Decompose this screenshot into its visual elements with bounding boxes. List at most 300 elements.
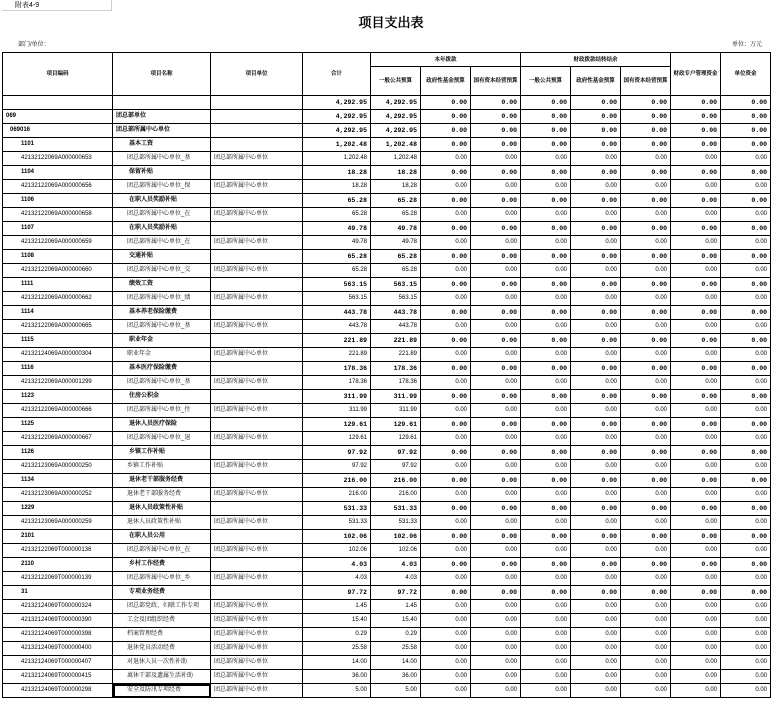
cell-value[interactable]: 0.00 bbox=[721, 138, 771, 152]
cell-code[interactable]: 1229 bbox=[3, 502, 113, 516]
cell-value[interactable]: 0.00 bbox=[571, 418, 621, 432]
header-group-current[interactable]: 本年拨款 bbox=[371, 53, 521, 67]
cell-value[interactable]: 0.00 bbox=[571, 138, 621, 152]
cell-value[interactable]: 0.00 bbox=[621, 418, 671, 432]
cell-value[interactable]: 4.03 bbox=[303, 558, 371, 572]
cell-code[interactable]: 42132122069A000000662 bbox=[3, 292, 113, 306]
cell-value[interactable]: 0.00 bbox=[721, 152, 771, 166]
table-row[interactable] bbox=[3, 264, 771, 278]
cell-value[interactable]: 0.00 bbox=[671, 460, 721, 474]
cell-value[interactable]: 0.00 bbox=[521, 572, 571, 586]
cell-code[interactable]: 1107 bbox=[3, 222, 113, 236]
cell-value[interactable]: 0.00 bbox=[721, 222, 771, 236]
cell-value[interactable]: 0.00 bbox=[571, 96, 621, 110]
cell-unit[interactable] bbox=[211, 194, 303, 208]
cell-value[interactable]: 14.00 bbox=[303, 656, 371, 670]
cell-value[interactable]: 0.00 bbox=[721, 642, 771, 656]
cell-value[interactable]: 97.92 bbox=[303, 446, 371, 460]
cell-value[interactable]: 1,202.48 bbox=[303, 152, 371, 166]
table-row[interactable] bbox=[3, 236, 771, 250]
cell-unit[interactable] bbox=[211, 558, 303, 572]
cell-value[interactable]: 0.00 bbox=[671, 614, 721, 628]
cell-value[interactable]: 0.00 bbox=[721, 670, 771, 684]
cell-value[interactable]: 0.00 bbox=[721, 628, 771, 642]
table-row[interactable] bbox=[3, 656, 771, 670]
cell-value[interactable]: 0.00 bbox=[521, 362, 571, 376]
cell-value[interactable]: 0.00 bbox=[421, 110, 471, 124]
cell-value[interactable]: 0.00 bbox=[571, 166, 621, 180]
cell-code[interactable]: 42132123069A000000252 bbox=[3, 488, 113, 502]
cell-value[interactable]: 49.78 bbox=[303, 222, 371, 236]
cell-value[interactable]: 0.00 bbox=[671, 684, 721, 698]
cell-name[interactable]: 团总部所属中心单位_退 bbox=[113, 432, 211, 446]
cell-code[interactable]: 42132124069T000000407 bbox=[3, 656, 113, 670]
cell-code[interactable]: 069 bbox=[3, 110, 113, 124]
cell-value[interactable]: 4,292.95 bbox=[371, 124, 421, 138]
cell-value[interactable]: 18.28 bbox=[371, 166, 421, 180]
cell-code[interactable]: 42132122069A000000658 bbox=[3, 208, 113, 222]
cell-value[interactable]: 0.00 bbox=[421, 236, 471, 250]
cell-value[interactable]: 0.00 bbox=[421, 642, 471, 656]
table-row[interactable] bbox=[3, 110, 771, 124]
cell-code[interactable]: 2101 bbox=[3, 530, 113, 544]
cell-code[interactable]: 42132122069A000000660 bbox=[3, 264, 113, 278]
cell-code[interactable]: 42132122069A000000665 bbox=[3, 320, 113, 334]
cell-value[interactable]: 0.00 bbox=[671, 376, 721, 390]
cell-value[interactable]: 0.00 bbox=[621, 600, 671, 614]
cell-unit[interactable] bbox=[211, 362, 303, 376]
cell-code[interactable]: 42132122069A000001299 bbox=[3, 376, 113, 390]
cell-unit[interactable]: 团总部所属中心单位 bbox=[211, 572, 303, 586]
cell-value[interactable]: 0.00 bbox=[571, 194, 621, 208]
cell-value[interactable]: 0.00 bbox=[471, 138, 521, 152]
cell-value[interactable]: 443.78 bbox=[303, 320, 371, 334]
cell-value[interactable]: 0.00 bbox=[471, 432, 521, 446]
cell-value[interactable]: 531.33 bbox=[303, 502, 371, 516]
cell-value[interactable]: 0.00 bbox=[721, 194, 771, 208]
table-row[interactable] bbox=[3, 222, 771, 236]
table-row[interactable] bbox=[3, 292, 771, 306]
cell-value[interactable]: 0.00 bbox=[721, 264, 771, 278]
cell-value[interactable]: 1.45 bbox=[371, 600, 421, 614]
cell-value[interactable]: 0.00 bbox=[471, 600, 521, 614]
cell-name[interactable]: 乡镇工作补贴 bbox=[113, 460, 211, 474]
cell-code[interactable]: 1114 bbox=[3, 306, 113, 320]
cell-value[interactable]: 49.78 bbox=[303, 236, 371, 250]
cell-value[interactable]: 0.00 bbox=[721, 460, 771, 474]
cell-value[interactable]: 97.92 bbox=[371, 446, 421, 460]
cell-name[interactable]: 在职人员奖励补贴 bbox=[113, 194, 211, 208]
cell-value[interactable]: 0.00 bbox=[521, 600, 571, 614]
cell-value[interactable]: 0.00 bbox=[571, 306, 621, 320]
cell-value[interactable]: 0.29 bbox=[371, 628, 421, 642]
cell-name[interactable]: 基本养老保险缴费 bbox=[113, 306, 211, 320]
cell-value[interactable]: 49.78 bbox=[371, 236, 421, 250]
cell-name[interactable]: 离休干部及遗属生活补助 bbox=[113, 670, 211, 684]
cell-value[interactable]: 0.00 bbox=[471, 320, 521, 334]
cell-value[interactable]: 0.00 bbox=[721, 362, 771, 376]
cell-value[interactable]: 0.00 bbox=[471, 208, 521, 222]
cell-name[interactable]: 退休党员活动经费 bbox=[113, 642, 211, 656]
cell-value[interactable]: 0.00 bbox=[671, 544, 721, 558]
cell-value[interactable]: 0.00 bbox=[471, 124, 521, 138]
cell-name[interactable]: 退休老干部服务经费 bbox=[113, 474, 211, 488]
cell-value[interactable]: 0.00 bbox=[671, 642, 721, 656]
cell-value[interactable]: 0.00 bbox=[571, 656, 621, 670]
cell-code[interactable]: 42132123069A000000250 bbox=[3, 460, 113, 474]
cell-value[interactable]: 0.00 bbox=[671, 446, 721, 460]
cell-value[interactable]: 102.06 bbox=[303, 544, 371, 558]
cell-value[interactable]: 443.78 bbox=[371, 306, 421, 320]
cell-name[interactable]: 在职人员公用 bbox=[113, 530, 211, 544]
cell-name[interactable]: 退休老干部服务经费 bbox=[113, 488, 211, 502]
cell-value[interactable]: 563.15 bbox=[371, 292, 421, 306]
cell-value[interactable]: 0.00 bbox=[721, 96, 771, 110]
cell-value[interactable]: 1.45 bbox=[303, 600, 371, 614]
cell-value[interactable]: 0.00 bbox=[421, 404, 471, 418]
table-row[interactable] bbox=[3, 516, 771, 530]
cell-value[interactable]: 0.00 bbox=[571, 404, 621, 418]
cell-value[interactable]: 0.00 bbox=[421, 684, 471, 698]
cell-value[interactable]: 5.00 bbox=[371, 684, 421, 698]
cell-value[interactable]: 563.15 bbox=[371, 278, 421, 292]
cell-unit[interactable]: 团总部所属中心单位 bbox=[211, 292, 303, 306]
cell-value[interactable]: 0.00 bbox=[621, 530, 671, 544]
cell-value[interactable]: 0.00 bbox=[571, 376, 621, 390]
cell-value[interactable]: 0.00 bbox=[621, 488, 671, 502]
cell-value[interactable]: 0.00 bbox=[521, 586, 571, 600]
cell-value[interactable]: 0.00 bbox=[671, 138, 721, 152]
cell-value[interactable]: 0.00 bbox=[621, 572, 671, 586]
cell-value[interactable]: 0.00 bbox=[671, 516, 721, 530]
cell-value[interactable]: 0.00 bbox=[571, 572, 621, 586]
cell-value[interactable]: 0.00 bbox=[521, 488, 571, 502]
cell-value[interactable]: 0.00 bbox=[421, 460, 471, 474]
cell-value[interactable]: 0.00 bbox=[421, 418, 471, 432]
cell-value[interactable]: 0.00 bbox=[571, 684, 621, 698]
cell-unit[interactable] bbox=[211, 390, 303, 404]
cell-code[interactable]: 1108 bbox=[3, 250, 113, 264]
cell-value[interactable]: 0.00 bbox=[721, 180, 771, 194]
cell-name[interactable]: 团总部所属中心单位_交 bbox=[113, 264, 211, 278]
table-row[interactable] bbox=[3, 460, 771, 474]
cell-value[interactable]: 0.00 bbox=[671, 656, 721, 670]
cell-value[interactable]: 0.00 bbox=[471, 516, 521, 530]
cell-value[interactable]: 18.28 bbox=[303, 166, 371, 180]
cell-value[interactable]: 0.00 bbox=[671, 348, 721, 362]
cell-value[interactable]: 0.00 bbox=[471, 530, 521, 544]
cell-value[interactable]: 65.28 bbox=[303, 264, 371, 278]
cell-value[interactable]: 0.00 bbox=[671, 152, 721, 166]
table-row[interactable] bbox=[3, 348, 771, 362]
cell-value[interactable]: 15.40 bbox=[371, 614, 421, 628]
cell-value[interactable]: 18.28 bbox=[371, 180, 421, 194]
cell-value[interactable]: 311.99 bbox=[303, 404, 371, 418]
cell-unit[interactable] bbox=[211, 278, 303, 292]
cell-value[interactable]: 0.00 bbox=[671, 628, 721, 642]
cell-value[interactable]: 0.00 bbox=[421, 278, 471, 292]
cell-value[interactable]: 0.00 bbox=[521, 446, 571, 460]
cell-value[interactable]: 0.00 bbox=[471, 670, 521, 684]
cell-value[interactable]: 0.00 bbox=[721, 348, 771, 362]
cell-value[interactable]: 0.00 bbox=[721, 278, 771, 292]
cell-value[interactable]: 0.00 bbox=[471, 656, 521, 670]
cell-code[interactable]: 42132122069T000000136 bbox=[3, 544, 113, 558]
cell-unit[interactable]: 团总部所属中心单位 bbox=[211, 152, 303, 166]
cell-name[interactable]: 住房公积金 bbox=[113, 390, 211, 404]
cell-value[interactable]: 0.00 bbox=[671, 390, 721, 404]
cell-value[interactable]: 311.99 bbox=[303, 390, 371, 404]
cell-value[interactable]: 0.00 bbox=[721, 418, 771, 432]
cell-value[interactable]: 0.00 bbox=[421, 180, 471, 194]
cell-value[interactable]: 0.00 bbox=[621, 544, 671, 558]
cell-name[interactable]: 基本工资 bbox=[113, 138, 211, 152]
cell-code[interactable]: 1116 bbox=[3, 362, 113, 376]
cell-value[interactable]: 0.00 bbox=[721, 250, 771, 264]
cell-value[interactable]: 0.00 bbox=[671, 474, 721, 488]
cell-value[interactable]: 0.00 bbox=[621, 474, 671, 488]
cell-value[interactable]: 65.28 bbox=[371, 208, 421, 222]
cell-name[interactable]: 对退休人员一次性补助 bbox=[113, 656, 211, 670]
cell-code[interactable] bbox=[3, 96, 113, 110]
cell-value[interactable]: 0.00 bbox=[521, 418, 571, 432]
cell-unit[interactable] bbox=[211, 334, 303, 348]
cell-value[interactable]: 0.00 bbox=[521, 614, 571, 628]
cell-value[interactable]: 0.00 bbox=[521, 628, 571, 642]
cell-value[interactable]: 4,292.95 bbox=[303, 124, 371, 138]
cell-value[interactable]: 0.00 bbox=[471, 166, 521, 180]
cell-value[interactable]: 0.00 bbox=[621, 208, 671, 222]
cell-value[interactable]: 0.00 bbox=[671, 278, 721, 292]
cell-value[interactable]: 0.00 bbox=[721, 684, 771, 698]
cell-value[interactable]: 0.00 bbox=[471, 474, 521, 488]
cell-value[interactable]: 531.33 bbox=[371, 502, 421, 516]
cell-value[interactable]: 0.00 bbox=[421, 250, 471, 264]
cell-name[interactable]: 团总部党政、妇联工作专项 bbox=[113, 600, 211, 614]
cell-value[interactable]: 0.00 bbox=[721, 572, 771, 586]
cell-value[interactable]: 0.00 bbox=[471, 390, 521, 404]
cell-value[interactable]: 0.00 bbox=[671, 530, 721, 544]
header-total[interactable]: 合计 bbox=[303, 53, 371, 96]
cell-value[interactable]: 25.58 bbox=[371, 642, 421, 656]
table-row[interactable] bbox=[3, 670, 771, 684]
cell-value[interactable]: 0.00 bbox=[521, 166, 571, 180]
cell-value[interactable]: 0.00 bbox=[471, 180, 521, 194]
cell-value[interactable]: 0.00 bbox=[471, 446, 521, 460]
cell-name[interactable]: 团总部所属中心单位_基 bbox=[113, 152, 211, 166]
cell-value[interactable]: 0.00 bbox=[671, 96, 721, 110]
cell-value[interactable]: 0.00 bbox=[621, 264, 671, 278]
cell-value[interactable]: 0.00 bbox=[621, 180, 671, 194]
cell-value[interactable]: 0.00 bbox=[621, 586, 671, 600]
cell-unit[interactable] bbox=[211, 110, 303, 124]
cell-value[interactable]: 0.00 bbox=[521, 292, 571, 306]
cell-value[interactable]: 0.00 bbox=[571, 264, 621, 278]
cell-value[interactable]: 0.00 bbox=[721, 166, 771, 180]
cell-value[interactable]: 0.00 bbox=[721, 446, 771, 460]
table-row[interactable] bbox=[3, 166, 771, 180]
cell-name[interactable]: 交通补贴 bbox=[113, 250, 211, 264]
table-row[interactable] bbox=[3, 320, 771, 334]
cell-code[interactable]: 1101 bbox=[3, 138, 113, 152]
cell-value[interactable]: 0.00 bbox=[621, 614, 671, 628]
cell-value[interactable]: 0.00 bbox=[421, 348, 471, 362]
cell-value[interactable]: 0.00 bbox=[621, 460, 671, 474]
cell-value[interactable]: 0.00 bbox=[471, 306, 521, 320]
cell-value[interactable]: 0.00 bbox=[521, 558, 571, 572]
cell-value[interactable]: 0.00 bbox=[421, 152, 471, 166]
table-row[interactable] bbox=[3, 334, 771, 348]
cell-value[interactable]: 0.00 bbox=[471, 376, 521, 390]
cell-value[interactable]: 0.00 bbox=[621, 404, 671, 418]
cell-value[interactable]: 0.00 bbox=[521, 110, 571, 124]
cell-value[interactable]: 0.00 bbox=[421, 628, 471, 642]
cell-value[interactable]: 0.00 bbox=[471, 292, 521, 306]
cell-value[interactable]: 65.28 bbox=[371, 264, 421, 278]
cell-value[interactable]: 0.00 bbox=[721, 432, 771, 446]
cell-value[interactable]: 0.00 bbox=[721, 600, 771, 614]
cell-value[interactable]: 0.00 bbox=[421, 614, 471, 628]
table-row[interactable] bbox=[3, 390, 771, 404]
cell-value[interactable]: 0.00 bbox=[621, 558, 671, 572]
cell-unit[interactable] bbox=[211, 138, 303, 152]
cell-value[interactable]: 563.15 bbox=[303, 278, 371, 292]
cell-value[interactable]: 36.00 bbox=[371, 670, 421, 684]
cell-value[interactable]: 97.92 bbox=[371, 460, 421, 474]
cell-value[interactable]: 0.00 bbox=[621, 194, 671, 208]
cell-value[interactable]: 0.00 bbox=[521, 670, 571, 684]
cell-value[interactable]: 0.00 bbox=[621, 670, 671, 684]
cell-code[interactable]: 069016 bbox=[3, 124, 113, 138]
cell-name[interactable]: 档案管理经费 bbox=[113, 628, 211, 642]
cell-value[interactable]: 0.00 bbox=[421, 530, 471, 544]
cell-value[interactable]: 0.00 bbox=[671, 362, 721, 376]
cell-value[interactable]: 0.00 bbox=[571, 614, 621, 628]
cell-unit[interactable]: 团总部所属中心单位 bbox=[211, 600, 303, 614]
cell-value[interactable]: 0.00 bbox=[571, 432, 621, 446]
table-row[interactable] bbox=[3, 572, 771, 586]
cell-value[interactable]: 0.00 bbox=[721, 376, 771, 390]
cell-value[interactable]: 0.00 bbox=[521, 124, 571, 138]
cell-code[interactable]: 42132124069T000000415 bbox=[3, 670, 113, 684]
cell-value[interactable]: 0.00 bbox=[521, 250, 571, 264]
cell-value[interactable]: 0.00 bbox=[571, 558, 621, 572]
cell-value[interactable]: 178.36 bbox=[371, 376, 421, 390]
cell-value[interactable]: 0.00 bbox=[471, 586, 521, 600]
table-row[interactable] bbox=[3, 376, 771, 390]
cell-value[interactable]: 0.00 bbox=[671, 208, 721, 222]
cell-value[interactable]: 18.28 bbox=[303, 180, 371, 194]
cell-value[interactable]: 129.61 bbox=[371, 432, 421, 446]
cell-value[interactable]: 0.00 bbox=[471, 250, 521, 264]
cell-unit[interactable] bbox=[211, 586, 303, 600]
cell-value[interactable]: 0.00 bbox=[571, 362, 621, 376]
cell-value[interactable]: 0.00 bbox=[571, 488, 621, 502]
cell-name[interactable]: 团总部所属中心单位_绩 bbox=[113, 292, 211, 306]
cell-value[interactable]: 4.03 bbox=[371, 558, 421, 572]
table-row[interactable] bbox=[3, 180, 771, 194]
cell-value[interactable]: 0.00 bbox=[671, 292, 721, 306]
cell-value[interactable]: 102.06 bbox=[371, 544, 421, 558]
cell-value[interactable]: 0.00 bbox=[621, 138, 671, 152]
cell-value[interactable]: 0.00 bbox=[671, 670, 721, 684]
cell-value[interactable]: 0.00 bbox=[621, 278, 671, 292]
table-row[interactable] bbox=[3, 306, 771, 320]
cell-value[interactable]: 0.00 bbox=[421, 600, 471, 614]
cell-value[interactable]: 0.00 bbox=[471, 194, 521, 208]
cell-name[interactable]: 团总部所属中心单位_在 bbox=[113, 208, 211, 222]
cell-name[interactable]: 工会及团组织经费 bbox=[113, 614, 211, 628]
cell-value[interactable]: 0.00 bbox=[521, 236, 571, 250]
cell-value[interactable]: 0.00 bbox=[721, 208, 771, 222]
cell-value[interactable]: 0.00 bbox=[471, 278, 521, 292]
cell-value[interactable]: 15.40 bbox=[303, 614, 371, 628]
cell-value[interactable]: 0.00 bbox=[471, 558, 521, 572]
cell-value[interactable]: 0.00 bbox=[471, 684, 521, 698]
table-row[interactable] bbox=[3, 628, 771, 642]
cell-value[interactable]: 0.00 bbox=[621, 152, 671, 166]
cell-value[interactable]: 0.00 bbox=[721, 544, 771, 558]
header-name[interactable]: 项目名称 bbox=[113, 53, 211, 96]
cell-value[interactable]: 0.00 bbox=[421, 96, 471, 110]
cell-value[interactable]: 0.00 bbox=[571, 390, 621, 404]
cell-code[interactable]: 42132124069T000000324 bbox=[3, 600, 113, 614]
cell-value[interactable]: 14.00 bbox=[371, 656, 421, 670]
cell-value[interactable]: 0.00 bbox=[471, 348, 521, 362]
header-gov-fund-carry[interactable]: 政府性基金预算 bbox=[571, 67, 621, 96]
cell-value[interactable]: 311.99 bbox=[371, 390, 421, 404]
cell-name[interactable]: 职业年金 bbox=[113, 334, 211, 348]
cell-value[interactable]: 0.00 bbox=[721, 656, 771, 670]
table-row[interactable] bbox=[3, 586, 771, 600]
cell-value[interactable]: 0.00 bbox=[471, 460, 521, 474]
cell-value[interactable]: 0.00 bbox=[571, 250, 621, 264]
cell-value[interactable]: 0.00 bbox=[421, 166, 471, 180]
table-row[interactable] bbox=[3, 208, 771, 222]
cell-value[interactable]: 0.00 bbox=[421, 558, 471, 572]
cell-value[interactable]: 0.00 bbox=[421, 446, 471, 460]
cell-unit[interactable]: 团总部所属中心单位 bbox=[211, 404, 303, 418]
cell-value[interactable]: 0.00 bbox=[471, 362, 521, 376]
cell-value[interactable]: 0.00 bbox=[671, 600, 721, 614]
cell-value[interactable]: 0.00 bbox=[521, 138, 571, 152]
cell-name[interactable]: 绩效工资 bbox=[113, 278, 211, 292]
cell-value[interactable]: 0.00 bbox=[571, 208, 621, 222]
cell-value[interactable]: 102.06 bbox=[371, 530, 421, 544]
cell-value[interactable]: 0.00 bbox=[521, 684, 571, 698]
cell-value[interactable]: 0.00 bbox=[471, 642, 521, 656]
cell-name[interactable]: 团总部所属中心单位_在 bbox=[113, 544, 211, 558]
cell-value[interactable]: 49.78 bbox=[371, 222, 421, 236]
cell-value[interactable]: 0.00 bbox=[521, 404, 571, 418]
cell-value[interactable]: 0.00 bbox=[521, 208, 571, 222]
cell-value[interactable]: 0.00 bbox=[421, 670, 471, 684]
cell-value[interactable]: 0.00 bbox=[471, 236, 521, 250]
cell-unit[interactable]: 团总部所属中心单位 bbox=[211, 516, 303, 530]
cell-value[interactable]: 0.00 bbox=[471, 628, 521, 642]
cell-value[interactable]: 0.00 bbox=[571, 460, 621, 474]
cell-unit[interactable] bbox=[211, 446, 303, 460]
cell-value[interactable]: 0.00 bbox=[571, 670, 621, 684]
cell-name[interactable]: 团总部所属中心单位_保 bbox=[113, 180, 211, 194]
cell-value[interactable]: 0.00 bbox=[421, 474, 471, 488]
cell-code[interactable]: 42132124069T000000400 bbox=[3, 642, 113, 656]
cell-value[interactable]: 0.00 bbox=[621, 516, 671, 530]
cell-code[interactable]: 42132122069A000000653 bbox=[3, 152, 113, 166]
cell-value[interactable]: 0.00 bbox=[721, 334, 771, 348]
cell-value[interactable]: 0.00 bbox=[521, 222, 571, 236]
header-code[interactable]: 项目编码 bbox=[3, 53, 113, 96]
